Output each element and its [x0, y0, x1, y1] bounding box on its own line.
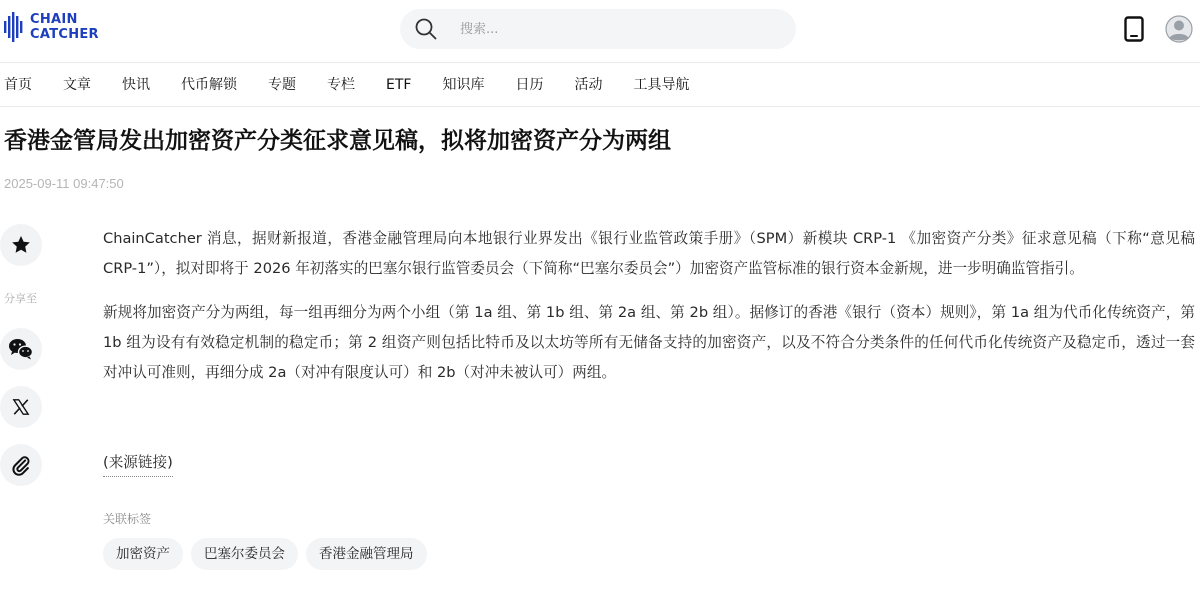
tag-hkma[interactable]: 香港金融管理局: [306, 538, 427, 570]
nav-item-etf[interactable]: ETF: [386, 77, 412, 93]
nav-item-home[interactable]: 首页: [4, 77, 32, 93]
nav-item-columns[interactable]: 专栏: [327, 77, 355, 93]
nav-item-newsflash[interactable]: 快讯: [122, 77, 150, 93]
related-tags-label: 关联标签: [103, 512, 152, 526]
nav-divider: [0, 106, 1200, 107]
mobile-app-icon[interactable]: [1124, 16, 1144, 42]
article-paragraph-1: ChainCatcher 消息，据财新报道，香港金融管理局向本地银行业界发出《银行业监管政策手册》（SPM）新模块 CRP-1 《加密资产分类》征求意见稿（下称“意见稿 CRP-1”），拟对即将于 2026 年初落实的巴塞尔银行监管委员会（下简称“巴塞尔委员会”）加密资产监管标准的银行资本金新规，进一步明确监管指引。: [103, 230, 1195, 277]
link-icon: [10, 454, 32, 476]
share-label: 分享至: [4, 292, 37, 305]
user-avatar-icon[interactable]: [1165, 15, 1193, 43]
copy-link-button[interactable]: [0, 444, 42, 486]
nav-item-events[interactable]: 活动: [574, 77, 603, 93]
tag-basel-committee[interactable]: 巴塞尔委员会: [191, 538, 298, 570]
nav-item-topics[interactable]: 专题: [268, 77, 296, 93]
main-nav: [4, 72, 720, 98]
article-body: [103, 224, 1195, 388]
logo-text-line1: CHAIN: [30, 12, 78, 27]
favorite-button[interactable]: [0, 224, 42, 266]
chaincatcher-logo[interactable]: [4, 12, 99, 42]
logo-bars-icon: [4, 12, 26, 42]
article-date: 2025-09-11 09:47:50: [4, 176, 124, 191]
logo-text: [30, 12, 99, 42]
share-wechat-button[interactable]: [0, 328, 42, 370]
article-title: 香港金管局发出加密资产分类征求意见稿，拟将加密资产分为两组: [4, 128, 671, 154]
search-box[interactable]: [400, 9, 796, 49]
article-paragraph-2: 新规将加密资产分为两组，每一组再细分为两个小组（第 1a 组、第 1b 组、第 2a 组、第 2b 组）。据修订的香港《银行（资本）规则》，第 1a 组为代币化传统资产，第 1b 组为设有有效稳定机制的稳定币；第 2 组资产则包括比特币及以太坊等所有无储备支持的加密资产，以及不符合分类条件的任何代币化传统资产及稳定币，透过一套对冲认可准则，再细分成 2a（对冲有限度认可）和 2b（对冲未被认可）两组。: [103, 304, 1195, 381]
top-header: [0, 0, 1200, 60]
search-input[interactable]: [460, 17, 780, 41]
related-tags: [103, 538, 435, 570]
source-link[interactable]: (来源链接): [103, 450, 173, 477]
header-divider: [0, 62, 1200, 63]
wechat-icon: [8, 337, 34, 361]
x-icon: [12, 398, 30, 416]
nav-item-tools[interactable]: 工具导航: [633, 77, 690, 93]
nav-item-token-unlock[interactable]: 代币解锁: [181, 77, 237, 93]
nav-item-calendar[interactable]: 日历: [515, 77, 544, 93]
search-icon[interactable]: [414, 17, 438, 41]
nav-item-articles[interactable]: 文章: [63, 77, 91, 93]
tag-crypto-assets[interactable]: 加密资产: [103, 538, 183, 570]
share-x-button[interactable]: [0, 386, 42, 428]
logo-text-line2: CATCHER: [30, 27, 99, 42]
star-icon: [10, 234, 32, 256]
nav-item-knowledge[interactable]: 知识库: [442, 77, 485, 93]
